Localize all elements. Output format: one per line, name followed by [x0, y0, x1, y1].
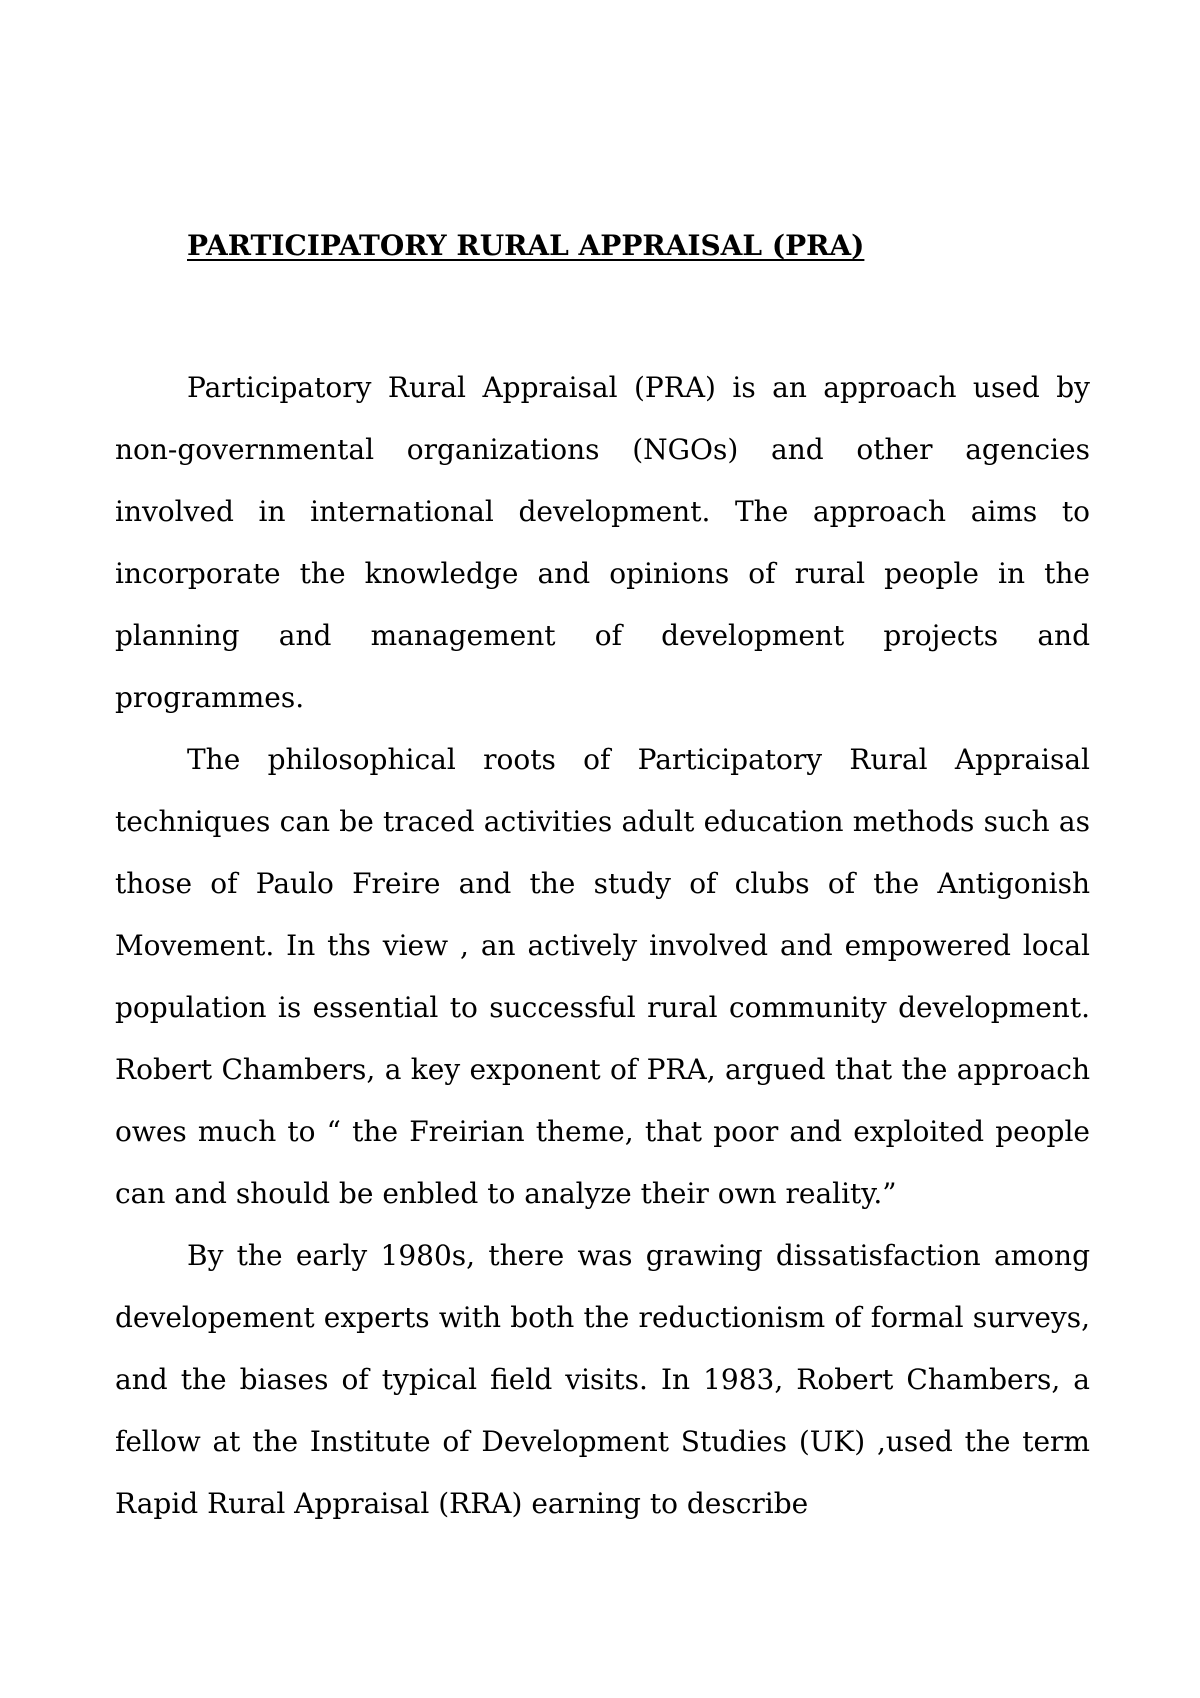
paragraph-history: By the early 1980s, there was grawing dissatisfaction among developement experts with both the reductionism of formal surveys, and the biases of typical field visits. In 1983, Robert Chambers, a fellow at the Institute of Development Studies (UK) ,used the term Rapid Rural Appraisal (RRA) earning to describe [115, 1239, 1090, 1520]
document-title: PARTICIPATORY RURAL APPRAISAL (PRA) [187, 229, 865, 262]
document-body [115, 357, 1090, 1535]
paragraph-philosophical-roots: The philosophical roots of Participatory Rural Appraisal techniques can be traced activities adult education methods such as those of Paulo Freire and the study of clubs of the Antigonish Movement. In ths view , an actively involved and empowered local population is essential to successful rural community development. Robert Chambers, a key exponent of PRA, argued that the approach owes much to “ the Freirian theme, that poor and exploited people can and should be enbled to analyze their own reality.” [115, 743, 1090, 1210]
paragraph-pra-definition: Participatory Rural Appraisal (PRA) is an approach used by non-governmental organizations (NGOs) and other agencies involved in international development. The approach aims to incorporate the knowledge and opinions of rural people in the planning and management of development projects and programmes. [115, 371, 1090, 714]
